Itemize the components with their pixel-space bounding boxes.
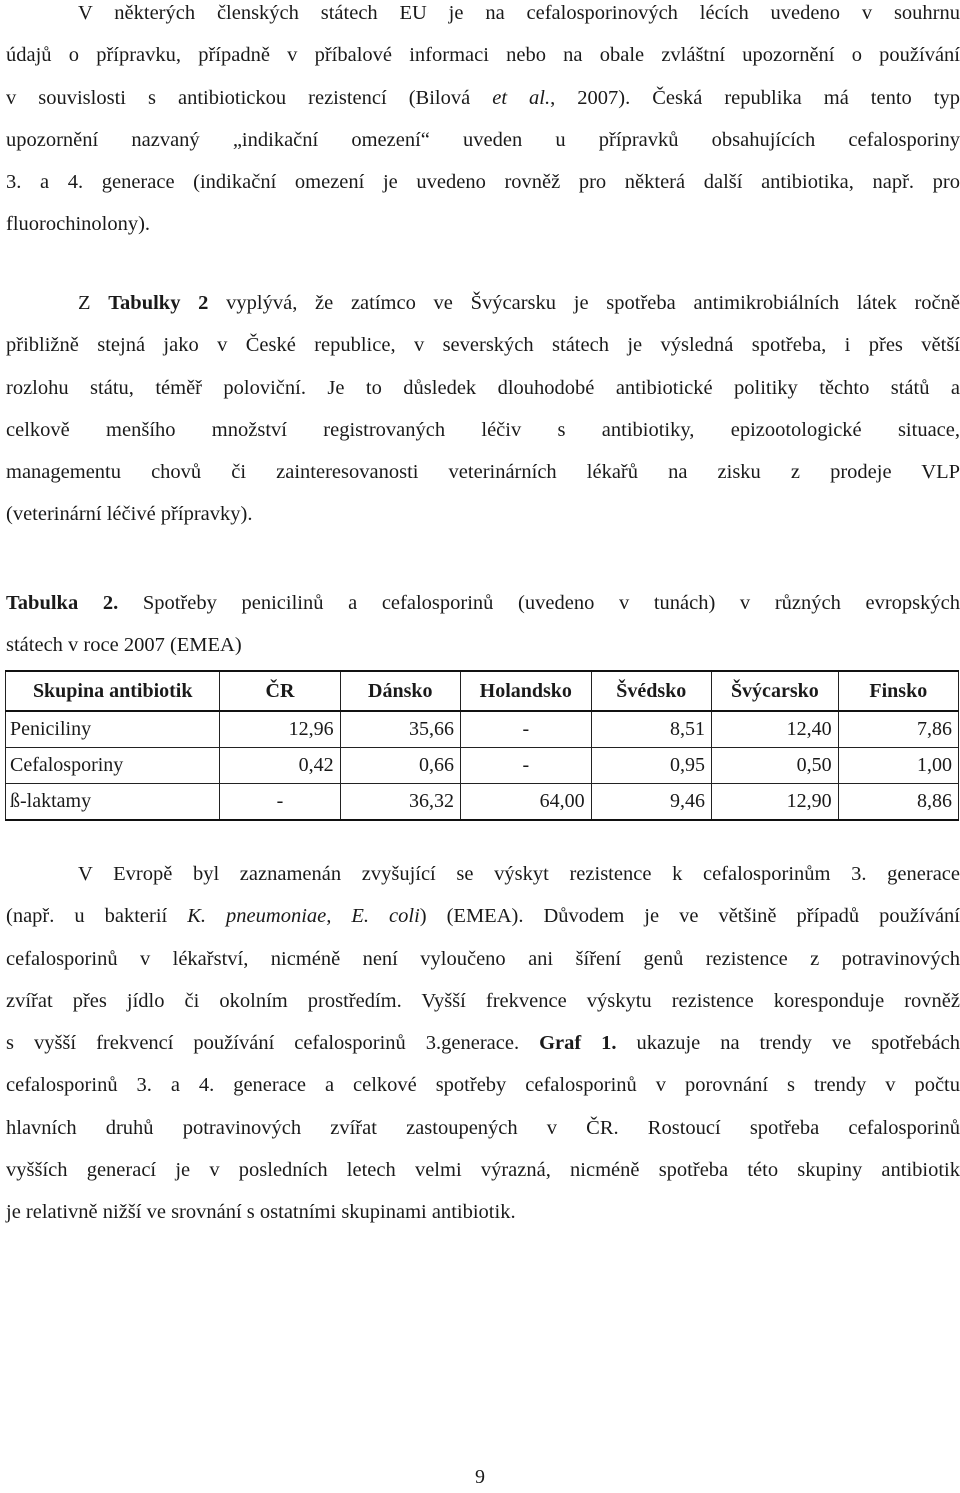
row-label: Peniciliny [6, 711, 220, 748]
text-line: přibližně stejná jako v České republice, v severských státech je výsledná spotřeba, i přes větší [6, 334, 960, 357]
text-fragment: Z [78, 292, 109, 314]
paragraph-consumption-comparison [6, 282, 960, 536]
table-cell: 1,00 [838, 748, 958, 784]
text-line: upozornění nazvaný „indikační omezení“ uveden u přípravků obsahujících cefalosporiny [6, 128, 960, 151]
table-cell: 36,32 [340, 784, 460, 821]
text-fragment: s vyšší frekvencí používání cefalosporinů 3.generace. [6, 1032, 540, 1055]
table-reference: Tabulky 2 [108, 292, 209, 314]
text-line [6, 0, 960, 34]
column-header: Finsko [838, 671, 958, 711]
text-line [6, 282, 960, 324]
text-line: 3. a 4. generace (indikační omezení je uvedeno rovněž pro některá další antibiotika, např. pro [6, 171, 960, 194]
table-cell: 0,50 [712, 748, 839, 784]
table-cell: 7,86 [838, 711, 958, 748]
text-line: (veterinární léčivé přípravky). [6, 503, 253, 526]
table-row [6, 711, 959, 748]
text-line: hlavních druhů potravinových zvířat zastoupených v ČR. Rostoucí spotřeba cefalosporinů [6, 1116, 960, 1139]
row-label: Cefalosporiny [6, 748, 220, 784]
text-line: managementu chovů či zainteresovanosti veterinárních lékařů na zisku z prodeje VLP [6, 461, 960, 484]
table-caption [6, 582, 960, 667]
text-fragment: v souvislosti s antibiotickou rezistencí (Bilová [6, 86, 471, 109]
column-header: Švýcarsko [712, 671, 839, 711]
citation-etal: et al. [492, 86, 551, 109]
table-header-row [6, 671, 959, 711]
bacteria-names: K. pneumoniae, E. coli [187, 905, 420, 928]
text-fragment: ) (EMEA). Důvodem je ve většině případů používání [419, 905, 960, 928]
text-line [6, 1022, 960, 1064]
caption-text: Spotřeby penicilinů a cefalosporinů (uvedeno v tunách) v různých evropských [118, 592, 960, 614]
text-line: fluorochinolony). [6, 213, 151, 236]
text-fragment: ukazuje na trendy ve spotřebách [616, 1032, 960, 1055]
consumption-table [5, 670, 959, 821]
text-line: cefalosporinů v lékařství, nicméně není vyloučeno ani šíření genů rezistence z potravinových [6, 947, 960, 970]
graph-reference: Graf 1. [539, 1032, 617, 1055]
table-row [6, 748, 959, 784]
column-header: ČR [220, 671, 340, 711]
text-line: je relativně nižší ve srovnání s ostatními skupinami antibiotik. [6, 1201, 516, 1224]
text-fragment: (např. u bakterií [6, 905, 188, 928]
paragraph-resistance-in-europe [6, 853, 960, 1234]
text-fragment: , 2007). Česká republika má tento typ [550, 86, 960, 109]
text-line [6, 853, 960, 895]
text-line: rozlohu státu, téměř poloviční. Je to důsledek dlouhodobé antibiotické politiky těchto států a [6, 376, 960, 399]
table-cell: 9,46 [591, 784, 711, 821]
column-header: Švédsko [591, 671, 711, 711]
table-cell: 12,96 [220, 711, 340, 748]
table-cell: 64,00 [460, 784, 591, 821]
text-fragment: vyplývá, že zatímco ve Švýcarsku je spotřeba antimikrobiálních látek ročně [208, 292, 960, 314]
column-header: Dánsko [340, 671, 460, 711]
text-line: vyšších generací je v posledních letech velmi výrazná, nicméně spotřeba této skupiny antibiotik [6, 1159, 960, 1182]
text-line: cefalosporinů 3. a 4. generace a celkové spotřeby cefalosporinů v porovnání s trendy v počtu [6, 1074, 960, 1097]
table-cell: 8,86 [838, 784, 958, 821]
table-cell: 0,66 [340, 748, 460, 784]
text-fragment: V některých členských státech EU je na cefalosporinových lécích uvedeno v souhrnu [78, 2, 960, 24]
row-label: ß-laktamy [6, 784, 220, 821]
column-header: Holandsko [460, 671, 591, 711]
text-line: zvířat přes jídlo či okolním prostředím. Vyšší frekvence výskytu rezistence koresponduje rovněž [6, 989, 960, 1012]
text-fragment: V Evropě byl zaznamenán zvyšující se výskyt rezistence k cefalosporinům 3. generace [78, 863, 960, 885]
caption-line [6, 582, 960, 624]
text-line [6, 77, 960, 119]
text-line: celkově menšího množství registrovaných léčiv s antibiotiky, epizootologické situace, [6, 418, 960, 441]
table-cell: - [460, 711, 591, 748]
caption-line: státech v roce 2007 (EMEA) [6, 634, 242, 657]
text-line: údajů o přípravku, případně v příbalové informaci nebo na obale zvláštní upozornění o používání [6, 44, 960, 67]
table-cell: - [460, 748, 591, 784]
paragraph-eu-cephalosporin-warnings [6, 0, 960, 246]
column-header: Skupina antibiotik [6, 671, 220, 711]
table-cell: 8,51 [591, 711, 711, 748]
table-cell: 12,40 [712, 711, 839, 748]
text-line [6, 895, 960, 937]
page-number: 9 [475, 1466, 485, 1488]
table-cell: - [220, 784, 340, 821]
table-row [6, 784, 959, 821]
table-cell: 0,95 [591, 748, 711, 784]
table-cell: 0,42 [220, 748, 340, 784]
caption-label: Tabulka 2. [6, 592, 119, 614]
table-cell: 12,90 [712, 784, 839, 821]
table-cell: 35,66 [340, 711, 460, 748]
